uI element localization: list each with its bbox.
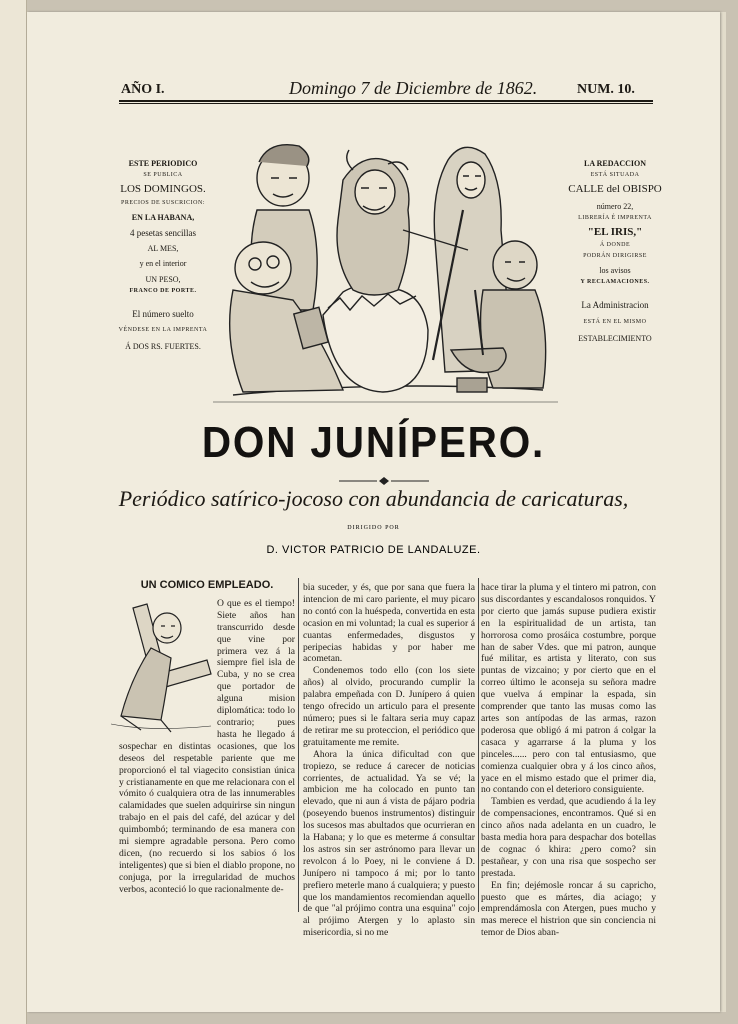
facing-page-edge [0, 0, 27, 1024]
right-line: ESTÁ EN EL MISMO [583, 318, 647, 325]
left-line: EN LA HABANA, [131, 212, 195, 222]
directed-by-label: DIRIGIDO POR [347, 525, 400, 531]
newspaper-page [27, 12, 720, 1012]
article-column-1 [119, 578, 295, 896]
right-line: ESTÁ SITUADA [590, 172, 640, 179]
newspaper-subtitle: Periódico satírico-jocoso con abundancia de caricaturas, [118, 486, 629, 511]
article-paragraph: Ahora la única dificultad con que tropiezo, se reduce á carecer de noticias corrientes, de actualidad. Ya se vé; la ambicion me ha colocado en punto tan elevado, que ni aun á vista de pájaro podria (poseyendo buenos instrumentos) distinguir los sucesos mas abultados que ocurrieran en la Habana; y lo que es meterme á consultar los astros sin ser astrónomo para llevar un revolcon á lo Poey, ni le conviene á D. Junípero ni tampoco á mi; por lo tanto prefiero meterle mano á cualquiera; y puesto que los mandamientos recomiendan aquello de que "al prójimo contra una esquina" cojo al prójimo Atergen y lo aplasto sin misericordia, si no me [303, 748, 475, 939]
right-line: ESTABLECIMIENTO [578, 333, 652, 343]
left-line: AL MES, [147, 244, 179, 254]
right-line: LIBRERÍA É IMPRENTA [578, 214, 652, 221]
article-paragraph: En fin; dejémosle roncar á su capricho, puesto que es mártes, dia aciago; y emprendámosla con Atergen, pues mucho y mas merece el histrion que sin conciencia ni temor de Dios aban- [481, 879, 656, 939]
left-line: LOS DOMINGOS. [120, 183, 206, 196]
issue-number: NUM. 10. [577, 82, 635, 97]
right-line: CALLE del OBISPO [568, 183, 662, 196]
article-paragraph: Condenemos todo ello (con los siete años) al olvido, procurando cumplir la palabra empeñada con D. Junípero á quien tengo ofrecido un articulo para el presente número; pues si le faltara seria muy capaz de retirar me su proteccion, el periódico que gratuitamente me remite. [303, 665, 475, 748]
left-line: Á DOS RS. FUERTES. [125, 341, 201, 351]
subscription-info [113, 153, 213, 351]
right-line: Á DONDE [599, 242, 631, 249]
article-column-3 [481, 582, 656, 939]
editorial-info [565, 153, 665, 343]
article-paragraph: hace tirar la pluma y el tintero mi patron, con sus discordantes y escandalosos ronquidos. Y por cierto que jamás supuse pudiera existir en la espiritualidad de un artista, tan horrorosa como prosáica costumbre, porque han de saber Vdes. que mi patron, aunque fué militar, es artista y literato, con sus puntas de vizcaino; y por cierto que en el correo último le aconseja su señora madre que vuelva á empinar la espada, sin comprender que tanto las musas como las artes son antípodas de las armas, razon poderosa que obligó á mi patron á colgar la casaca y agarrarse á la pluma y los pinceles...... pero con tal entusiasmo, que comienza cualquier obra y á los cinco años, yace en el mismo estado que el primer dia, no contando con el deterioro consiguiente. [481, 582, 656, 796]
left-line: VÉNDESE EN LA IMPRENTA [118, 326, 208, 333]
left-line: FRANCO DE PORTE. [129, 287, 197, 294]
column-divider [478, 578, 479, 912]
article-paragraph: bia suceder, y és, que por sana que fuera la intencion de mi caro pariente, el muy picaro no contó con la huéspeda, convertida en esta ocasion en mi voluntad; la cual es superior á cuantas enfermedades, disgustos y peripecias habidas y por haber me acometan. [303, 582, 475, 665]
title-ornament [339, 476, 429, 486]
right-line: LA REDACCION [583, 159, 646, 168]
masthead [27, 416, 720, 470]
right-line: "EL IRIS," [587, 225, 643, 238]
left-line: El número suelto [132, 308, 194, 319]
page-fore-edge [720, 12, 726, 1012]
caricature-illustration [213, 140, 558, 408]
left-line: 4 pesetas sencillas [130, 227, 196, 238]
header-rule-thin [119, 103, 653, 104]
editor-name: D. VICTOR PATRICIO DE LANDALUZE. [266, 544, 481, 556]
right-line: PODRÁN DIRIGIRSE [583, 253, 647, 260]
article-column-2 [303, 582, 475, 939]
issue-year: AÑO I. [121, 82, 165, 97]
article-title: UN COMICO EMPLEADO. [140, 579, 274, 591]
left-line: ESTE PERIODICO [128, 159, 198, 168]
issue-date: Domingo 7 de Diciembre de 1862. [289, 78, 538, 98]
right-line: Y RECLAMACIONES. [580, 279, 650, 286]
left-line: PRECIOS DE SUSCRICION: [120, 199, 205, 206]
left-line: y en el interior [139, 259, 187, 269]
article-paragraph: Tambien es verdad, que acudiendo á la ley de compensaciones, encontramos. Qué si en cinco años nada adelanta en un cuadro, le basta media hora para despachar dos botellas de cognac ó khira: ¿pero como? sin pestañear, y con una risa que sospecho ser prestada. [481, 796, 656, 879]
right-line: número 22, [596, 201, 634, 211]
drop-cap-illustration [111, 598, 213, 734]
right-line: La Administracion [581, 300, 649, 311]
left-line: UN PESO, [145, 274, 181, 284]
left-line: SE PUBLICA [143, 172, 183, 179]
right-line: los avisos [599, 266, 631, 276]
header-rule [119, 100, 653, 102]
column-divider [298, 578, 299, 912]
article-paragraph: O que es el tiempo! Siete años han transcurrido desde que vine por primera vez á la siempre fiel isla de Cuba, y no se crea que portador de alguna mision diplomática: todo lo contrario; pues hasta he llegado á sospechar en distintas ocasiones, que los deseos del respetable pariente que me proporcionó el tal viagecito consistian única y cristianamente en que me relacionara con el vómito ó cualquiera otra de las innumerables calamidades que suelen adquirirse sin ningun trabajo en el pais del café, del azúcar y del quimbombó; terminando de esa manera con mi siempre agradable persona. Pero como dicen, (no recuerdo si los sabios ó los inteligentes) que si bien el diablo propone, no conjuga, por la irregularidad de muchos verbos, aconteció lo que racionalmente de- [119, 597, 295, 895]
newspaper-title: DON JUNÍPERO. [201, 418, 546, 467]
